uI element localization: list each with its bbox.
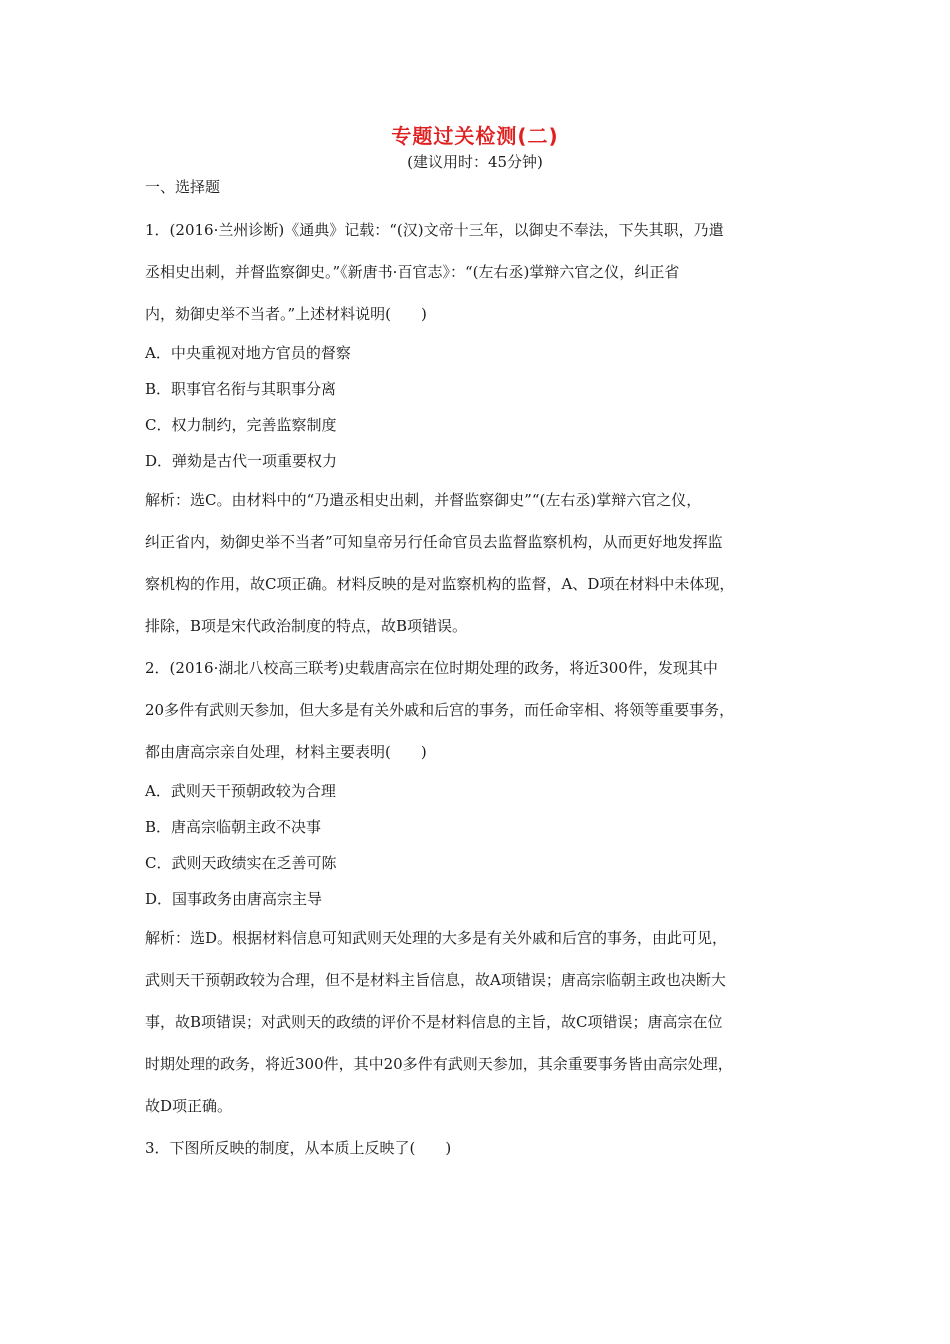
text-line: 内，劾御史举不当者。”上述材料说明( ) <box>145 305 427 323</box>
option-a: A．武则天干预朝政较为合理 <box>145 782 336 800</box>
text-line: 都由唐高宗亲自处理，材料主要表明( ) <box>145 743 427 761</box>
section-heading: 一、选择题 <box>145 178 221 196</box>
document-body <box>145 175 810 1169</box>
text-line: 2．(2016·湖北八校高三联考)史载唐高宗在位时期处理的政务，将近300件，发现其中 <box>145 659 718 677</box>
text-line: 解析：选D。根据材料信息可知武则天处理的大多是有关外戚和后宫的事务，由此可见， <box>145 929 728 947</box>
text-line: 故D项正确。 <box>145 1097 233 1115</box>
text-line: 武则天干预朝政较为合理，但不是材料主旨信息，故A项错误；唐高宗临朝主政也决断大 <box>145 971 726 989</box>
analysis <box>145 917 810 1127</box>
question-stem <box>145 1127 810 1169</box>
text-line: 事，故B项错误；对武则天的政绩的评价不是材料信息的主旨，故C项错误；唐高宗在位 <box>145 1013 723 1031</box>
text-line: 丞相史出刺，并督监察御史。”《新唐书·百官志》：“(左右丞)掌辩六官之仪，纠正省 <box>145 263 680 281</box>
text-line: 排除，B项是宋代政治制度的特点，故B项错误。 <box>145 617 468 635</box>
option-b: B．唐高宗临朝主政不决事 <box>145 818 322 836</box>
text-line: 20多件有武则天参加，但大多是有关外戚和后宫的事务，而任命宰相、将领等重要事务， <box>145 701 735 719</box>
text-line: 解析：选C。由材料中的“乃遣丞相史出刺，并督监察御史”“(左右丞)掌辩六官之仪， <box>145 491 702 509</box>
question-1 <box>145 209 810 647</box>
option-a: A．中央重视对地方官员的督察 <box>145 344 351 362</box>
option-d: D．国事政务由唐高宗主导 <box>145 890 323 908</box>
option-c: C．武则天政绩实在乏善可陈 <box>145 854 337 872</box>
text-line: 察机构的作用，故C项正确。材料反映的是对监察机构的监督，A、D项在材料中未体现， <box>145 575 735 593</box>
question-3 <box>145 1127 810 1169</box>
text-line: 时期处理的政务，将近300件，其中20多件有武则天参加，其余重要事务皆由高宗处理， <box>145 1055 733 1073</box>
question-stem <box>145 647 810 773</box>
option-b: B．职事官名衔与其职事分离 <box>145 380 337 398</box>
option-c: C．权力制约，完善监察制度 <box>145 416 337 434</box>
text-line: 1．(2016·兰州诊断)《通典》记载：“(汉)文帝十三年，以御史不奉法，下失其职，乃遣 <box>145 221 724 239</box>
text-line: 纠正省内，劾御史举不当者”可知皇帝另行任命官员去监督监察机构，从而更好地发挥监 <box>145 533 723 551</box>
analysis <box>145 479 810 647</box>
question-2 <box>145 647 810 1127</box>
question-stem <box>145 209 810 335</box>
text-line: 3．下图所反映的制度，从本质上反映了( ) <box>145 1139 452 1157</box>
option-d: D．弹劾是古代一项重要权力 <box>145 452 338 470</box>
page-subtitle: (建议用时：45分钟) <box>407 153 543 171</box>
page-title: 专题过关检测(二) <box>391 124 559 148</box>
